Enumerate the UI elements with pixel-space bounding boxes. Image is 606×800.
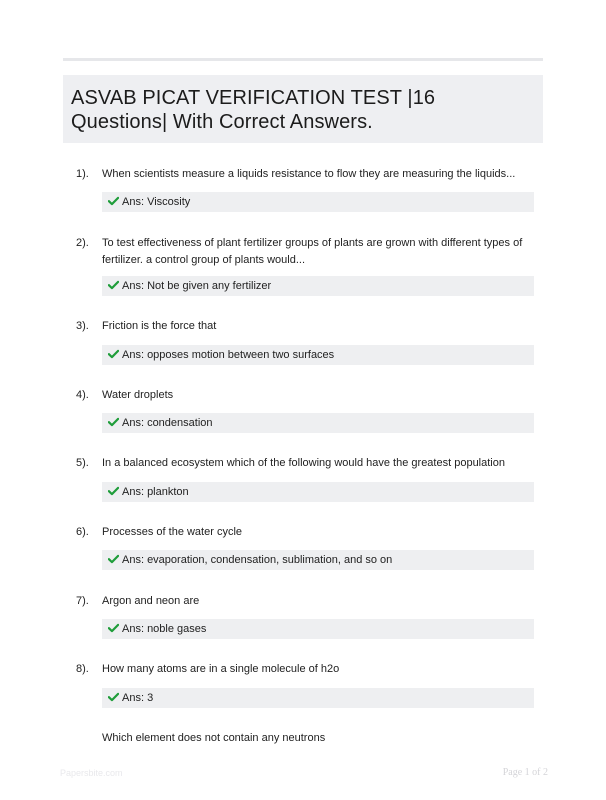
answer-box xyxy=(102,276,534,296)
question-text: When scientists measure a liquids resistance to flow they are measuring the liquids... xyxy=(102,168,516,180)
answer-box xyxy=(102,482,534,502)
question-number: 5). xyxy=(76,457,89,469)
question-number: 8). xyxy=(76,663,89,675)
question-number: 7). xyxy=(76,595,89,607)
top-divider xyxy=(63,58,543,61)
answer-box xyxy=(102,619,534,639)
question-number: 1). xyxy=(76,168,89,180)
question-text: Friction is the force that xyxy=(102,320,217,332)
question-text: Processes of the water cycle xyxy=(102,526,243,538)
question-text: In a balanced ecosystem which of the following would have the greatest population xyxy=(102,457,505,469)
page-number: Page 1 of 2 xyxy=(502,767,548,778)
question-number: 6). xyxy=(76,526,89,538)
title-line-1: ASVAB PICAT VERIFICATION TEST |16 xyxy=(71,87,436,109)
question-text: To test effectiveness of plant fertilizer groups of plants are grown with different types of fertilizer. a control group of plants would... xyxy=(102,237,523,266)
checkmark-icon xyxy=(108,417,119,427)
question-text: Which element does not contain any neutrons xyxy=(102,732,326,744)
question-text: Water droplets xyxy=(102,389,174,401)
question-number: 4). xyxy=(76,389,89,401)
answer-text: Ans: Viscosity xyxy=(122,196,191,208)
checkmark-icon xyxy=(108,196,119,206)
document-title xyxy=(71,86,535,134)
answer-text: Ans: evaporation, condensation, sublimation, and so on xyxy=(122,554,393,566)
answer-text: Ans: 3 xyxy=(122,692,154,704)
footer-watermark: Papersbite.com xyxy=(60,768,123,778)
question-number: 3). xyxy=(76,320,89,332)
answer-box xyxy=(102,345,534,365)
answer-box xyxy=(102,550,534,570)
answer-box xyxy=(102,688,534,708)
answer-box xyxy=(102,413,534,433)
checkmark-icon xyxy=(108,486,119,496)
answer-text: Ans: opposes motion between two surfaces xyxy=(122,349,335,361)
answer-box xyxy=(102,192,534,212)
answer-text: Ans: noble gases xyxy=(122,623,207,635)
answer-text: Ans: plankton xyxy=(122,486,189,498)
question-number: 2). xyxy=(76,237,89,249)
checkmark-icon xyxy=(108,349,119,359)
checkmark-icon xyxy=(108,554,119,564)
checkmark-icon xyxy=(108,692,119,702)
title-banner xyxy=(63,75,543,143)
title-line-2: Questions| With Correct Answers. xyxy=(71,111,373,133)
answer-text: Ans: condensation xyxy=(122,417,213,429)
question-text: How many atoms are in a single molecule of h2o xyxy=(102,663,340,675)
checkmark-icon xyxy=(108,623,119,633)
question-text: Argon and neon are xyxy=(102,595,200,607)
answer-text: Ans: Not be given any fertilizer xyxy=(122,280,272,292)
checkmark-icon xyxy=(108,280,119,290)
